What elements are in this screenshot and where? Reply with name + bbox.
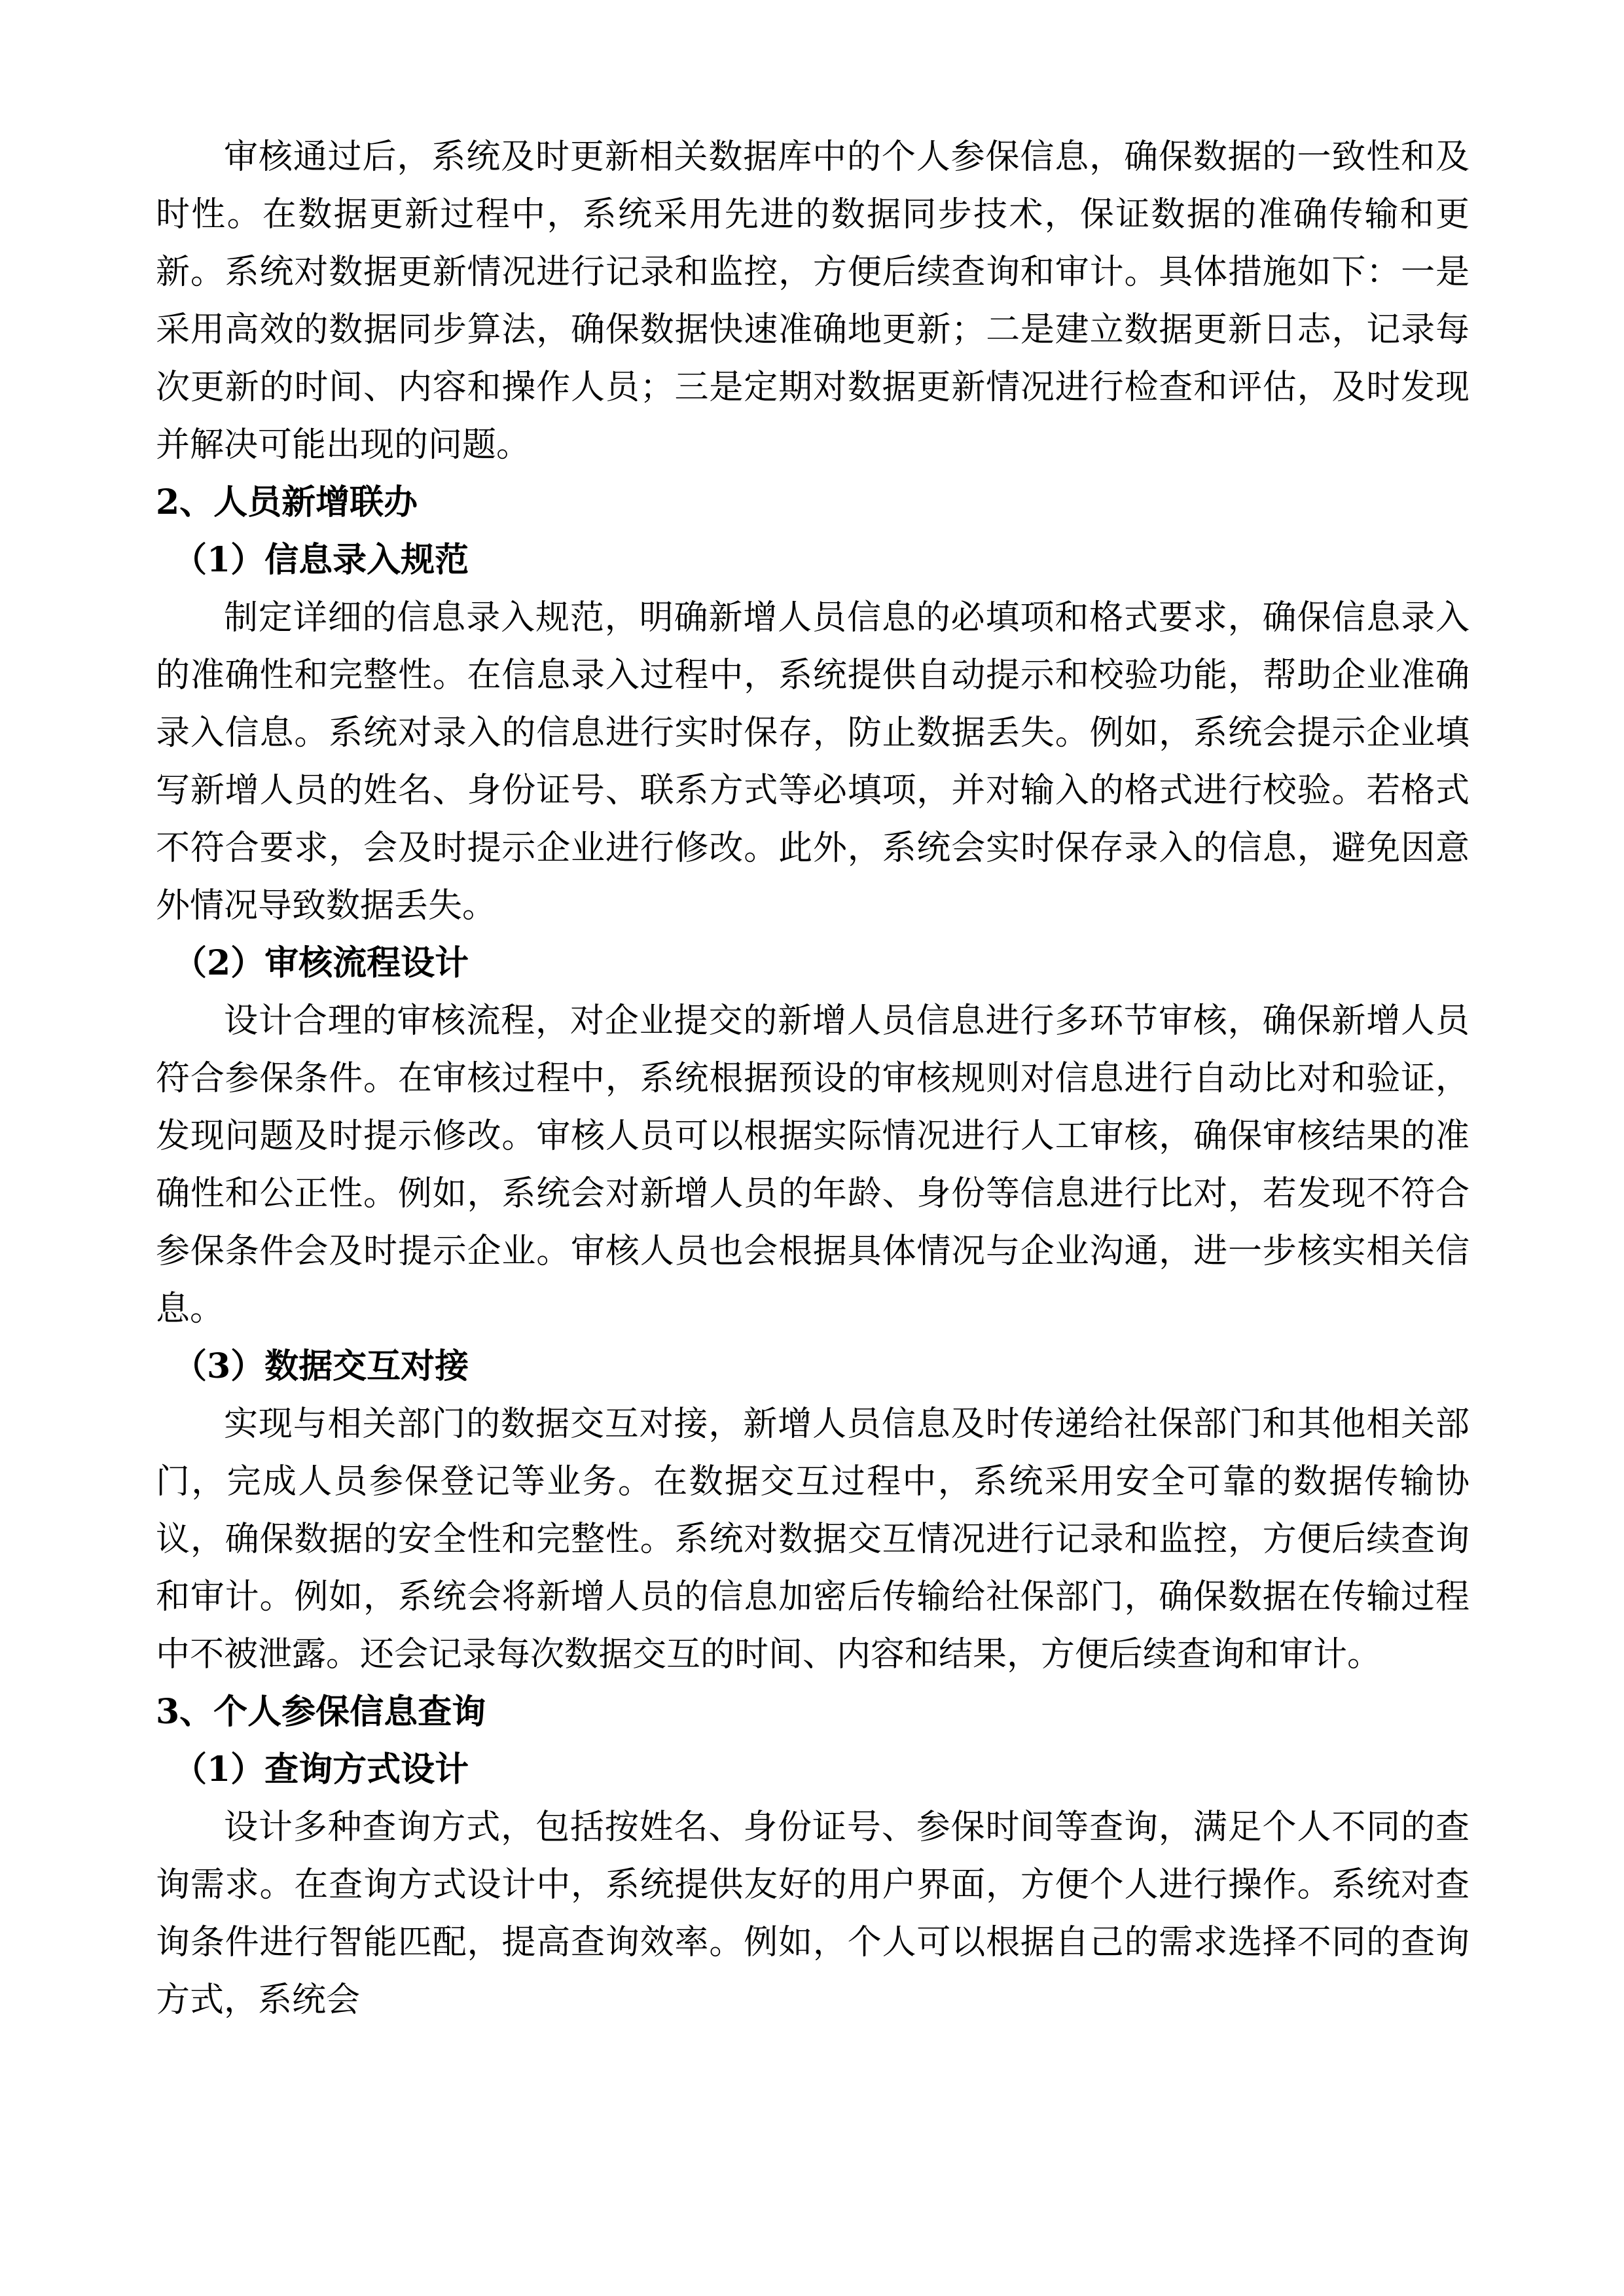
heading-2-2-review-process-design: （2）审核流程设计 [173,943,469,983]
paragraph-info-entry-standard: 制定详细的信息录入规范，明确新增人员信息的必填项和格式要求，确保信息录入的准确性和完整性。在信息录入过程中，系统提供自动提示和校验功能，帮助企业准确录入信息。系统对录入的信息进行实时保存，防止数据丢失。例如，系统会提示企业填写新增人员的姓名、身份证号、联系方式等必填项，并对输入的格式进行校验。若格式不符合要求，会及时提示企业进行修改。此外，系统会实时保存录入的信息，避免因意外情况导致数据丢失。 [156,598,1470,925]
heading-2-3-data-exchange-docking: （3）数据交互对接 [173,1346,469,1386]
heading-2-personnel-addition: 2、人员新增联办 [156,482,418,522]
heading-3-personal-insurance-query: 3、个人参保信息查询 [156,1692,486,1732]
heading-3-1-query-method-design: （1）查询方式设计 [173,1749,469,1789]
paragraph-data-update: 审核通过后，系统及时更新相关数据库中的个人参保信息，确保数据的一致性和及时性。在数据更新过程中，系统采用先进的数据同步技术，保证数据的准确传输和更新。系统对数据更新情况进行记录和监控，方便后续查询和审计。具体措施如下：一是采用高效的数据同步算法，确保数据快速准确地更新；二是建立数据更新日志，记录每次更新的时间、内容和操作人员；三是定期对数据更新情况进行检查和评估，及时发现并解决可能出现的问题。 [156,137,1470,465]
paragraph-query-method-design: 设计多种查询方式，包括按姓名、身份证号、参保时间等查询，满足个人不同的查询需求。在查询方式设计中，系统提供友好的用户界面，方便个人进行操作。系统对查询条件进行智能匹配，提高查询效率。例如，个人可以根据自己的需求选择不同的查询方式，系统会 [156,1808,1470,2020]
paragraph-review-process-design: 设计合理的审核流程，对企业提交的新增人员信息进行多环节审核，确保新增人员符合参保条件。在审核过程中，系统根据预设的审核规则对信息进行自动比对和验证，发现问题及时提示修改。审核人员可以根据实际情况进行人工审核，确保审核结果的准确性和公正性。例如，系统会对新增人员的年龄、身份等信息进行比对，若发现不符合参保条件会及时提示企业。审核人员也会根据具体情况与企业沟通，进一步核实相关信息。 [156,1001,1470,1329]
paragraph-data-exchange-docking: 实现与相关部门的数据交互对接，新增人员信息及时传递给社保部门和其他相关部门，完成人员参保登记等业务。在数据交互过程中，系统采用安全可靠的数据传输协议，确保数据的安全性和完整性。系统对数据交互情况进行记录和监控，方便后续查询和审计。例如，系统会将新增人员的信息加密后传输给社保部门，确保数据在传输过程中不被泄露。还会记录每次数据交互的时间、内容和结果，方便后续查询和审计。 [156,1405,1470,1674]
heading-2-1-info-entry-standard: （1）信息录入规范 [173,540,469,580]
document-body [156,128,1470,2029]
